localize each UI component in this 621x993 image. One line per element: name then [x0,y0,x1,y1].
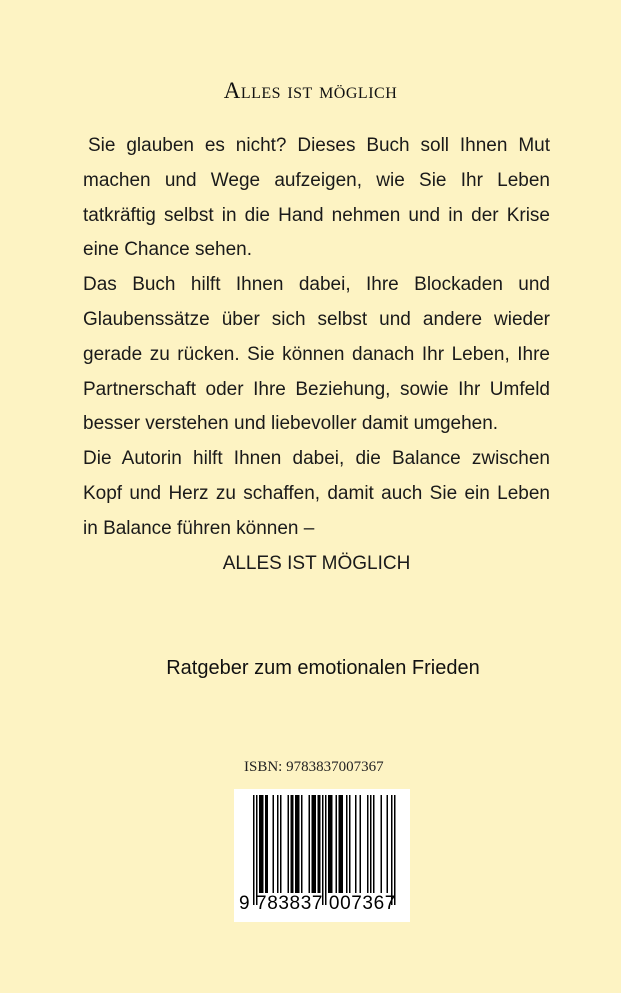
barcode-bar [256,795,258,905]
barcode-bar [297,795,299,893]
blurb-paragraph-3: Die Autorin hilft Ihnen dabei, die Balance zwischen Kopf und Herz zu schaffen, damit auch Sie ein Leben in Balance führen können – [83,448,550,539]
blurb-text [83,129,550,581]
barcode-bar [339,795,341,893]
barcode-bar [298,795,300,893]
barcode-bar [394,795,396,905]
barcode [234,789,410,922]
barcode-bar [381,795,383,893]
barcode-bar [367,795,369,893]
barcode-bar [291,795,293,893]
barcode-digits: 9 783837 007367 [239,893,396,914]
closing-line: ALLES IST MÖGLICH [222,552,411,574]
barcode-bar [259,795,261,893]
book-title: Alles ist möglich [223,78,398,103]
barcode-bar [342,795,344,893]
barcode-bar [309,795,311,893]
barcode-bar [328,795,330,893]
barcode-bar [391,795,393,905]
barcode-bar [330,795,332,893]
barcode-bar [288,795,290,893]
barcode-bar [318,795,320,893]
book-subtitle: Ratgeber zum emotionalen Frieden [166,657,480,679]
barcode-bar [280,795,282,893]
barcode-bar [346,795,348,893]
barcode-bar [315,795,317,893]
barcode-bar [267,795,269,893]
barcode-bar [349,795,351,893]
barcode-bar [331,795,333,893]
barcode-bar [373,795,375,893]
barcode-bar [261,795,263,893]
barcode-bar [253,795,255,905]
barcode-bar [387,795,389,893]
barcode-bar [313,795,315,893]
barcode-bar [322,795,324,905]
barcode-bar [312,795,314,893]
blurb-paragraph-1: Sie glauben es nicht? Dieses Buch soll Ihnen Mut machen und Wege aufzeigen, wie Sie Ihr Leben tatkräftig selbst in die Hand nehmen und in der Krise eine Chance sehen. [83,135,550,261]
barcode-bar [295,795,297,893]
barcode-bar [277,795,279,893]
barcode-bar [265,795,267,893]
barcode-bar [340,795,342,893]
barcode-bar [360,795,362,893]
barcode-bar [273,795,275,893]
isbn-label: ISBN: 9783837007367 [244,759,384,775]
barcode-bar [262,795,264,893]
barcode-bar [325,795,327,905]
barcode-bar [336,795,338,893]
barcode-bar [355,795,357,893]
barcode-bar [301,795,303,893]
barcode-bar [370,795,372,893]
barcode-bar [319,795,321,893]
blurb-paragraph-2: Das Buch hilft Ihnen dabei, Ihre Blockaden und Glaubenssätze über sich selbst und andere wieder gerade zu rücken. Sie können danach Ihr Leben, Ihre Partnerschaft oder Ihre Beziehung, sowie Ihr Umfeld besser verstehen und liebevoller damit umgehen. [83,274,550,435]
barcode-bar [292,795,294,893]
